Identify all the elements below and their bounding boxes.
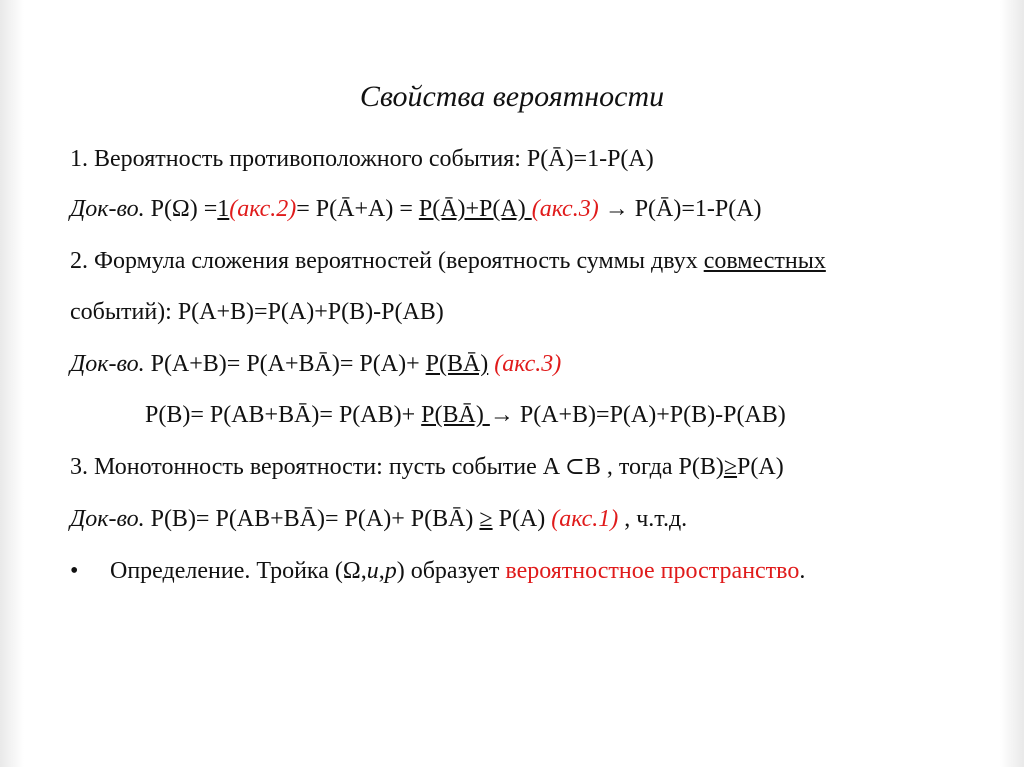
property-2-formula: событий): P(A+B)=P(A)+P(B)-P(AB) [70, 299, 444, 325]
property-2-joint: совместных [703, 248, 826, 274]
slide-title: Свойства вероятности [359, 80, 665, 113]
proof-1-one: 1 [217, 196, 230, 222]
proof-3-axiom-1: (акс.1) [551, 506, 619, 532]
property-3-part-b: B , тогда P(B) [584, 454, 724, 480]
proof-3-ge: ≥ [479, 506, 493, 532]
proof-1-axiom-3: (акс.3) [531, 196, 599, 222]
property-2-text: 2. Формула сложения вероятностей (вероятность суммы двух [70, 248, 704, 274]
property-2-formula-line [70, 297, 444, 327]
property-3-part-c: P(A) [737, 454, 784, 480]
proof-2-pba: P(BĀ) [425, 351, 489, 377]
proof-1-sum: P(Ā)+P(A) [418, 196, 532, 222]
proof-2-line [70, 349, 561, 379]
proof-3-part-a: P(B)= P(AB+BĀ)= P(A)+ P(BĀ) [144, 506, 480, 532]
property-2-line [70, 246, 826, 276]
slide-left-shadow [0, 0, 24, 767]
proof-3-lead: Док-во. [70, 506, 145, 532]
proof-2-part-a: P(A+B)= P(A+BĀ)= P(A)+ [144, 351, 426, 377]
proof-3-line [70, 504, 687, 534]
proof-2-cont-pba: P(BĀ) [421, 402, 490, 428]
proof-2-cont-line [145, 400, 786, 430]
proof-1-axiom-2: (акс.2) [229, 196, 297, 222]
proof-1-lead: Док-во. [70, 196, 145, 222]
probability-space-term: вероятностное пространство [505, 558, 800, 584]
definition-comma: , [378, 558, 385, 584]
slide-right-shadow [1000, 0, 1024, 767]
ge-symbol: ≥ [723, 454, 738, 480]
definition-p: p [384, 558, 397, 584]
definition-part-b: ) образует [396, 558, 506, 584]
property-1-text: 1. Вероятность противоположного события: P(Ā)=1-P(A) [70, 146, 654, 172]
proof-2-lead: Док-во. [70, 351, 145, 377]
definition-part-a: Определение. Тройка (Ω, [110, 558, 367, 584]
subset-symbol: ⊂ [564, 454, 585, 480]
proof-3-part-b: P(A) [492, 506, 552, 532]
proof-2-cont-b: → P(A+B)=P(A)+P(B)-P(AB) [489, 402, 786, 428]
bullet-dot: • [70, 558, 79, 584]
proof-2-axiom-3: (акс.3) [494, 351, 562, 377]
property-3-part-a: 3. Монотонность вероятности: пусть событие A [70, 454, 565, 480]
proof-1-part-c: → P(Ā)=1-P(A) [598, 196, 762, 222]
definition-u: и [366, 558, 379, 584]
proof-3-part-c: , ч.т.д. [618, 506, 688, 532]
definition-dot: . [799, 558, 806, 584]
definition-line [70, 556, 805, 586]
proof-1-part-b: = P(Ā+A) = [296, 196, 419, 222]
proof-1-part-a: P(Ω) = [144, 196, 218, 222]
property-1-line [70, 144, 654, 174]
property-3-line [70, 452, 784, 482]
proof-1-line [70, 194, 762, 224]
proof-2-cont-a: P(B)= P(AB+BĀ)= P(AB)+ [145, 402, 422, 428]
